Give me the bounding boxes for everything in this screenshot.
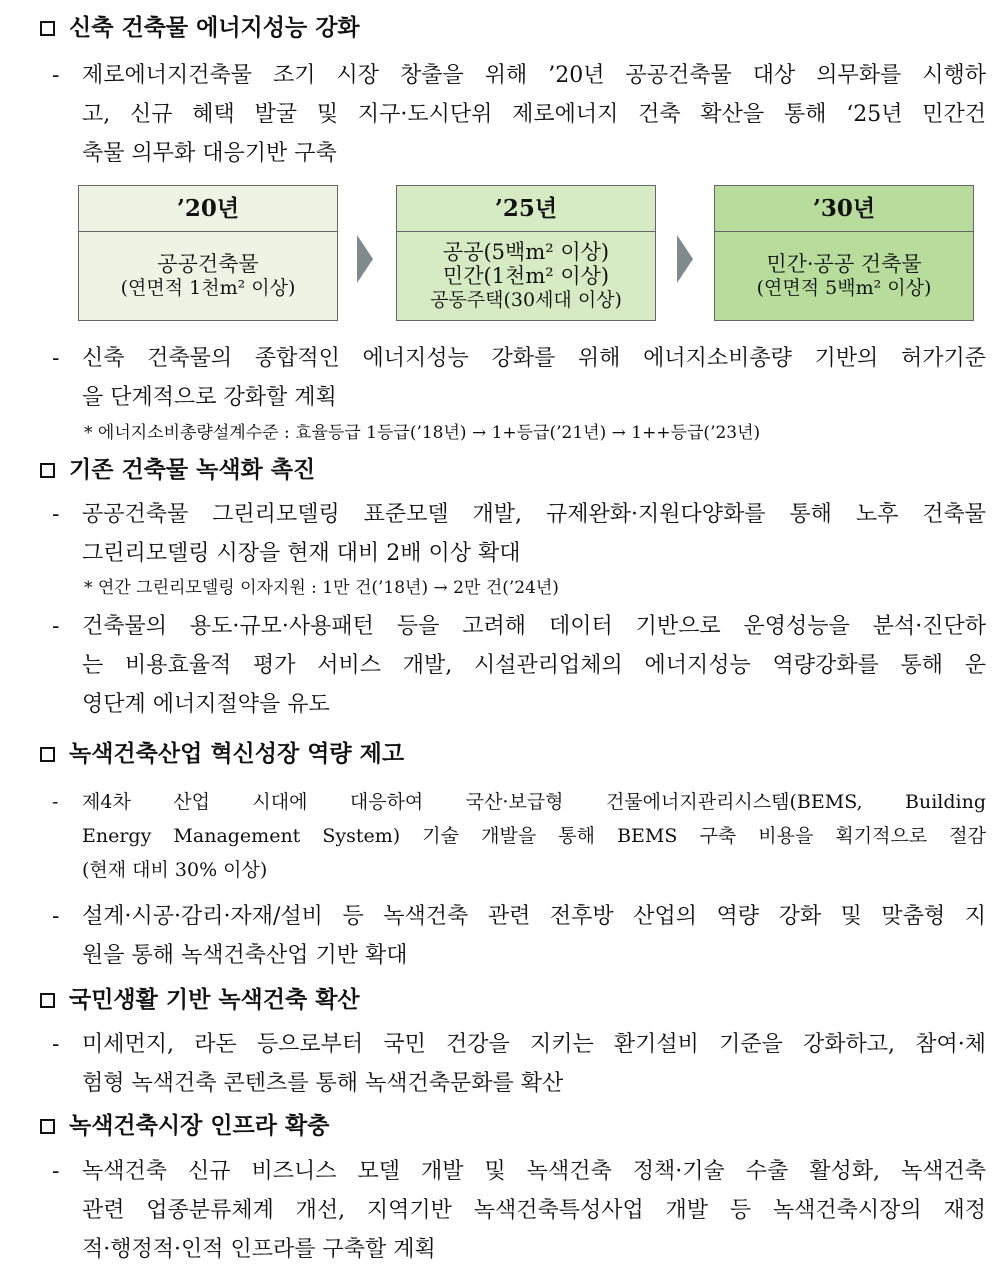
bullet-line: 제4차 산업 시대에 대응하여 국산·보급형 건물에너지관리시스템(BEMS, Building	[82, 791, 986, 813]
checkbox-square-icon	[40, 747, 55, 762]
timeline-year: ’20년	[79, 186, 337, 232]
timeline-line: 공공건축물	[157, 252, 259, 276]
bullet-line: 제로에너지건축물 조기 시장 창출을 위해 ’20년 공공건축물 대상 의무화를 시행하	[82, 63, 986, 88]
bullet-line: 그린리모델링 시장을 현재 대비 2배 이상 확대	[82, 541, 521, 566]
bullet-line: 영단계 에너지절약을 유도	[82, 692, 330, 717]
footnote: * 에너지소비총량설계수준 : 효율등급 1등급(’18년) → 1+등급(’21년) → 1++등급(’23년)	[84, 423, 761, 443]
bullet-dash: -	[52, 904, 60, 929]
section-heading	[40, 738, 404, 770]
bullet-line: 험형 녹색건축 콘텐츠를 통해 녹색건축문화를 확산	[82, 1071, 564, 1096]
bullet-line: 적·행정적·인적 인프라를 구축할 계획	[82, 1237, 436, 1262]
bullet-dash: -	[52, 1032, 60, 1057]
section-heading	[40, 454, 315, 486]
chevron-right-icon	[677, 235, 693, 283]
bullet-dash: -	[52, 346, 60, 371]
timeline-line: 민간(1천m² 이상)	[442, 264, 610, 288]
section-title: 신축 건축물 에너지성능 강화	[69, 14, 360, 41]
timeline-line: (연면적 1천m² 이상)	[120, 277, 296, 299]
bullet-item	[52, 495, 986, 573]
section-title: 국민생활 기반 녹색건축 확산	[69, 986, 360, 1013]
bullet-dash: -	[52, 63, 60, 88]
bullet-item	[52, 1152, 986, 1269]
section-heading	[40, 1110, 329, 1142]
timeline-line: (연면적 5백m² 이상)	[756, 277, 932, 299]
timeline-body	[715, 232, 973, 320]
checkbox-square-icon	[40, 21, 55, 36]
bullet-line: 축물 의무화 대응기반 구축	[82, 141, 337, 166]
checkbox-square-icon	[40, 1119, 55, 1134]
bullet-line: 미세먼지, 라돈 등으로부터 국민 건강을 지키는 환기설비 기준을 강화하고, 참여·체	[82, 1032, 986, 1057]
section-heading	[40, 984, 360, 1016]
timeline-line: 민간·공공 건축물	[766, 252, 922, 276]
bullet-item	[52, 897, 986, 975]
bullet-dash: -	[52, 1159, 60, 1184]
bullet-item	[52, 607, 986, 724]
bullet-dash: -	[52, 614, 60, 639]
timeline-body	[79, 232, 337, 320]
bullet-line: 공공건축물 그린리모델링 표준모델 개발, 규제완화·지원다양화를 통해 노후 건축물	[82, 502, 986, 527]
bullet-dash: -	[52, 502, 60, 527]
bullet-line: 원을 통해 녹색건축산업 기반 확대	[82, 943, 408, 968]
bullet-line: Energy Management System) 기술 개발을 통해 BEMS 구축 비용을 획기적으로 절감	[82, 825, 986, 847]
bullet-item	[52, 785, 986, 887]
bullet-line: 건축물의 용도·규모·사용패턴 등을 고려해 데이터 기반으로 운영성능을 분석·진단하	[82, 614, 986, 639]
checkbox-square-icon	[40, 463, 55, 478]
chevron-right-icon	[357, 235, 373, 283]
bullet-line: 설계·시공·감리·자재/설비 등 녹색건축 관련 전후방 산업의 역량 강화 및 맞춤형 지	[82, 904, 986, 929]
bullet-line: 는 비용효율적 평가 서비스 개발, 시설관리업체의 에너지성능 역량강화를 통해 운	[82, 653, 986, 678]
footnote: * 연간 그린리모델링 이자지원 : 1만 건(’18년) → 2만 건(’24년)	[84, 578, 559, 598]
section-title: 녹색건축시장 인프라 확충	[69, 1112, 330, 1139]
checkbox-square-icon	[40, 993, 55, 1008]
bullet-item	[52, 1025, 986, 1103]
bullet-line: 관련 업종분류체계 개선, 지역기반 녹색건축특성사업 개발 등 녹색건축시장의 재정	[82, 1198, 986, 1223]
bullet-line: 녹색건축 신규 비즈니스 모델 개발 및 녹색건축 정책·기술 수출 활성화, 녹색건축	[82, 1159, 986, 1184]
timeline-line: 공동주택(30세대 이상)	[430, 289, 622, 311]
timeline-year: ’25년	[397, 186, 655, 232]
bullet-item	[52, 339, 986, 417]
timeline-box-2030	[714, 185, 974, 321]
bullet-dash: -	[52, 791, 59, 813]
bullet-line: 을 단계적으로 강화할 계획	[82, 385, 337, 410]
section-heading	[40, 12, 360, 44]
timeline-box-2025	[396, 185, 656, 321]
timeline-body	[397, 232, 655, 320]
section-title: 녹색건축산업 혁신성장 역량 제고	[69, 740, 405, 767]
bullet-line: 고, 신규 혜택 발굴 및 지구·도시단위 제로에너지 건축 확산을 통해 ‘25년 민간건	[82, 102, 986, 127]
bullet-line: 신축 건축물의 종합적인 에너지성능 강화를 위해 에너지소비총량 기반의 허가기준	[82, 346, 986, 371]
bullet-line: (현재 대비 30% 이상)	[82, 859, 268, 881]
timeline-year: ’30년	[715, 186, 973, 232]
timeline-box-2020	[78, 185, 338, 321]
section-title: 기존 건축물 녹색화 촉진	[69, 456, 316, 483]
timeline-line: 공공(5백m² 이상)	[442, 240, 610, 264]
bullet-item	[52, 56, 986, 173]
